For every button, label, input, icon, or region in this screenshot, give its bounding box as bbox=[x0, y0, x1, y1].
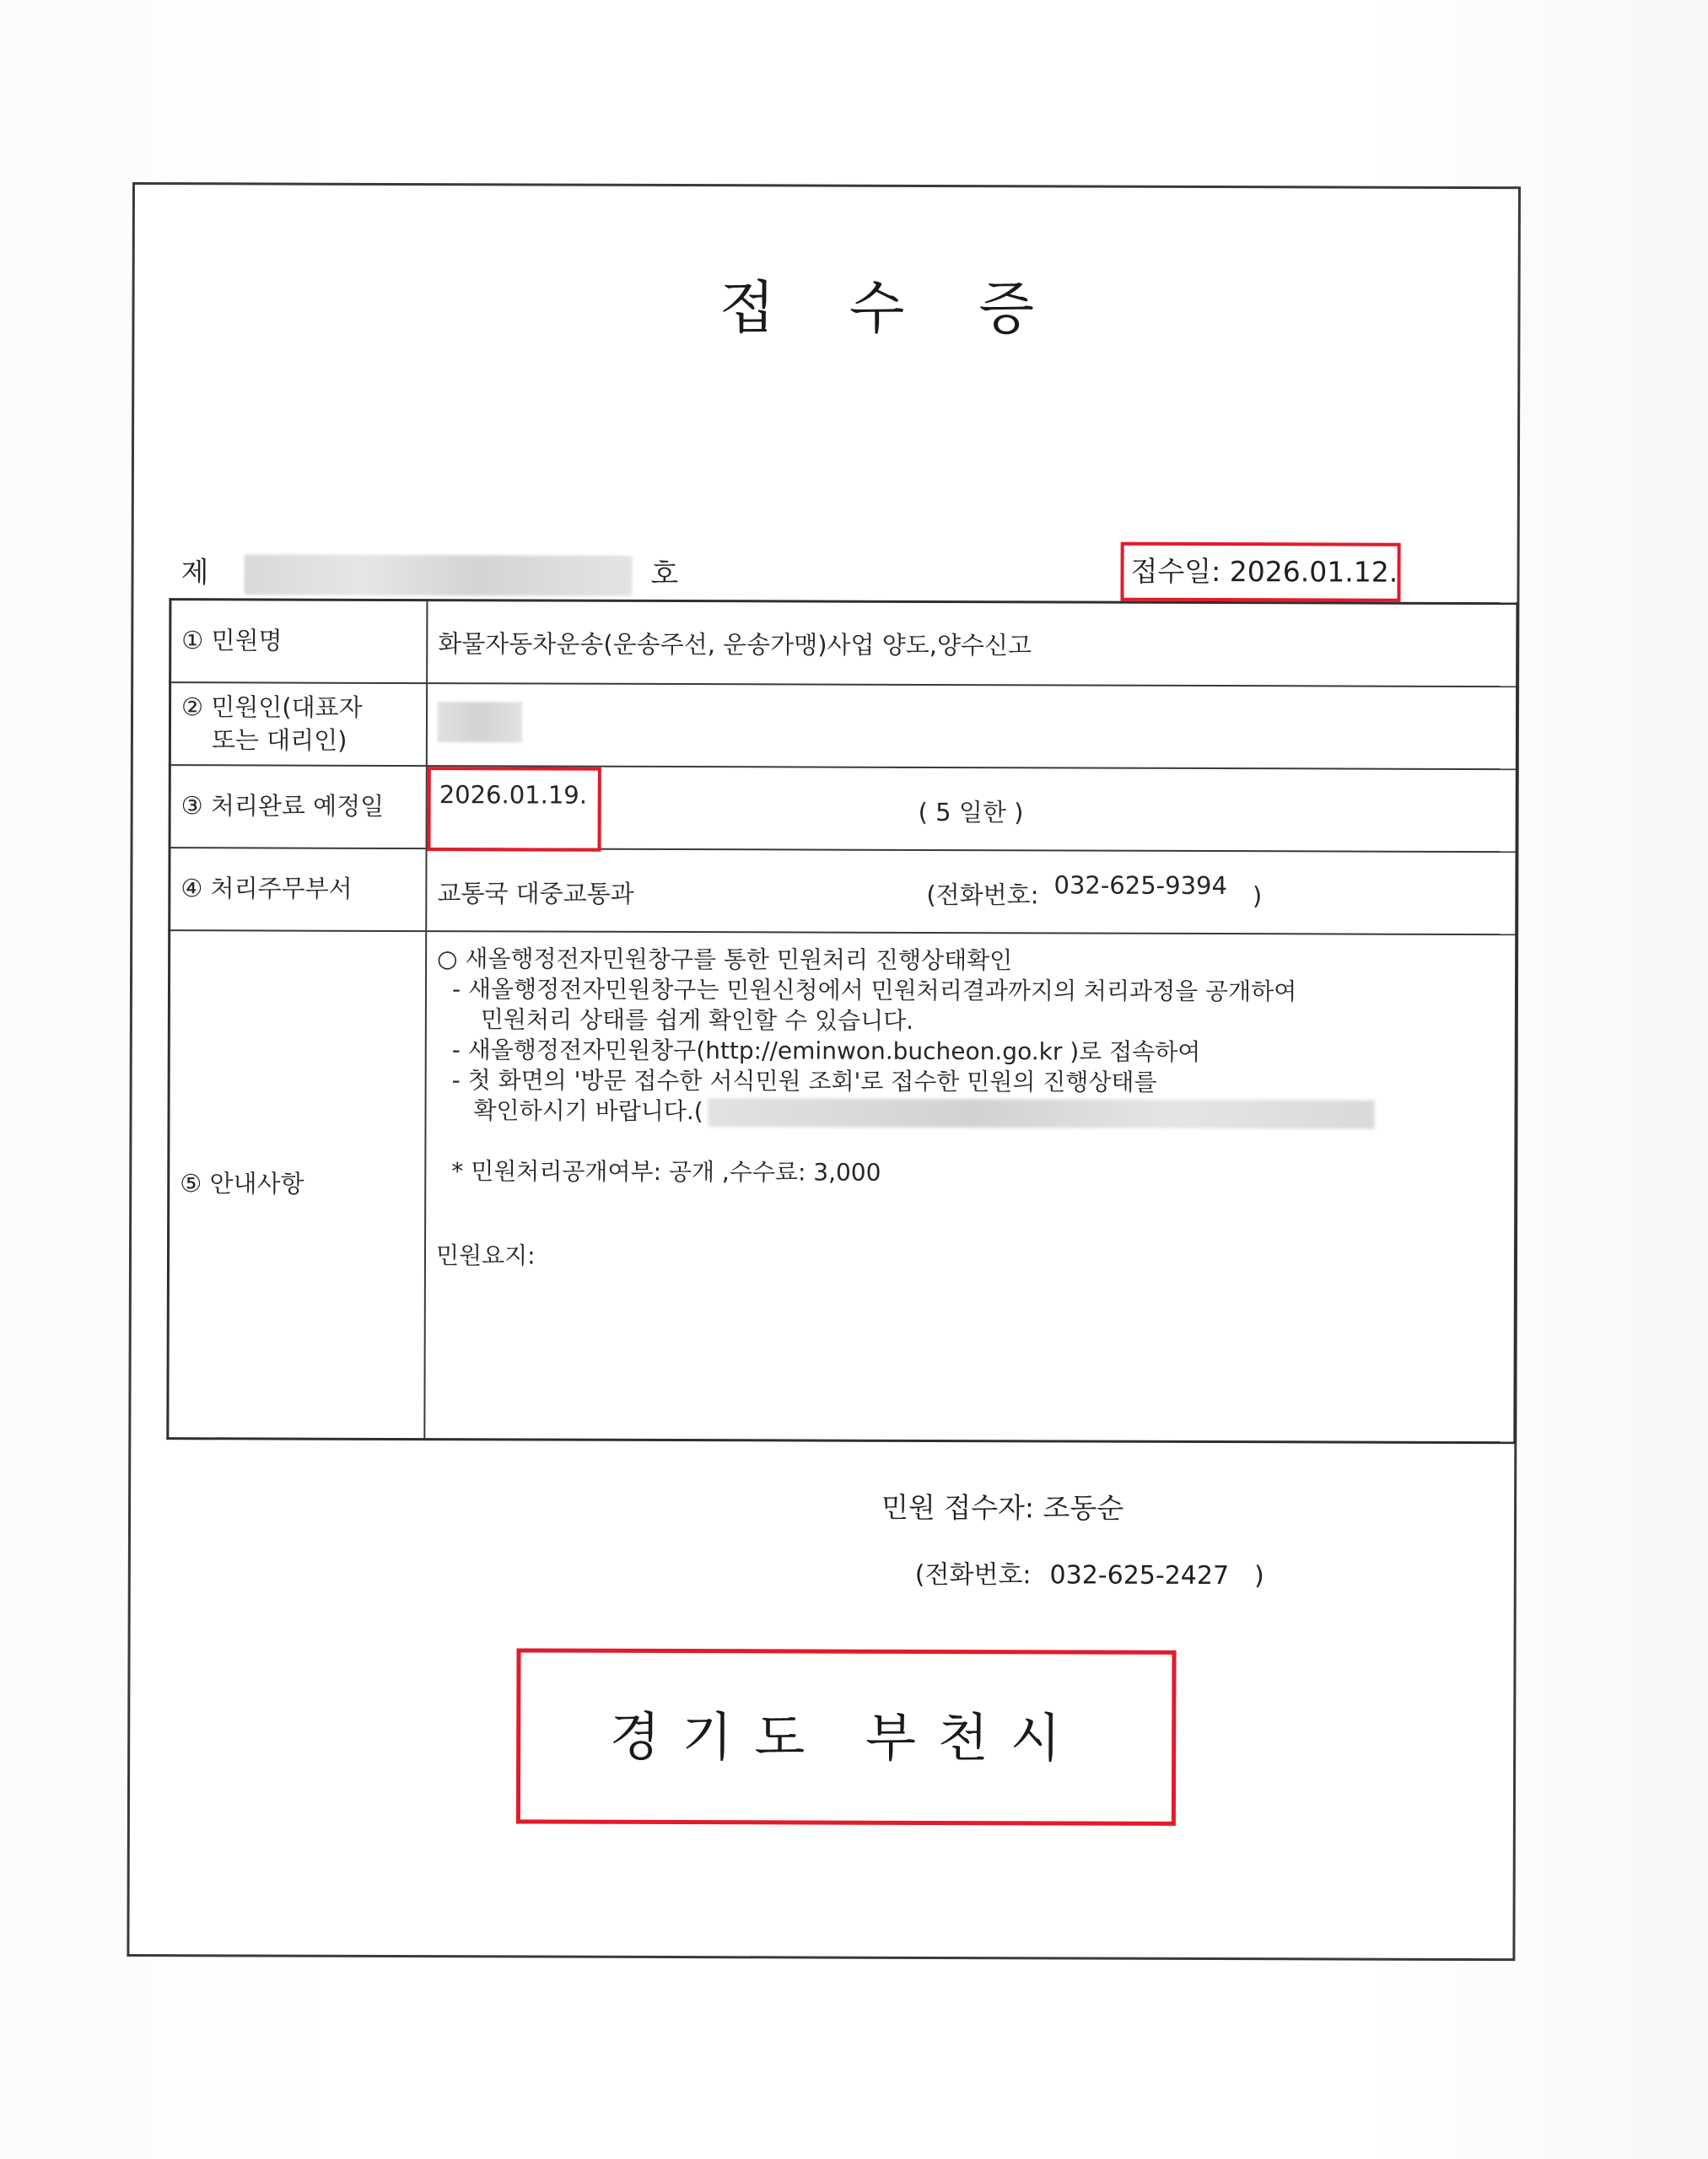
redacted-text bbox=[709, 1098, 1375, 1128]
title-char: 증 bbox=[978, 276, 1035, 343]
receipt-date-highlight bbox=[1120, 542, 1400, 602]
row-label: ④ 처리주무부서 bbox=[170, 848, 427, 931]
title-char: 접 bbox=[719, 275, 775, 342]
table-row bbox=[170, 765, 1517, 852]
notice-line bbox=[473, 1092, 1374, 1128]
department-name: 교통국 대중교통과 bbox=[437, 879, 634, 908]
receipt-number-prefix: 제 bbox=[180, 556, 209, 590]
receipt-date: 접수일: 2026.01.12. bbox=[1130, 554, 1398, 589]
row-label bbox=[170, 682, 427, 766]
disclosure-line: * 민원처리공개여부: 공개 ,수수료: 3,000 bbox=[451, 1157, 881, 1187]
notice-line-text: - 첫 화면의 '방문 접수한 서식민원 조회'로 접수한 민원의 진행상태를 bbox=[451, 1066, 1157, 1096]
receiver-phone bbox=[915, 1553, 1264, 1591]
redacted-applicant-name bbox=[438, 702, 522, 742]
applicant-label-line2: 또는 대리인) bbox=[211, 725, 348, 755]
application-table bbox=[166, 598, 1518, 1444]
row-label: ③ 처리완료 예정일 bbox=[170, 765, 427, 848]
phone-close: ) bbox=[1254, 1561, 1264, 1591]
notice-line-text: 확인하시기 바랍니다.( bbox=[473, 1096, 703, 1126]
processing-duration: ( 5 일한 ) bbox=[918, 797, 1024, 827]
table-row bbox=[168, 930, 1517, 1443]
due-date-cell bbox=[427, 766, 1517, 852]
department-phone bbox=[926, 870, 1263, 912]
phone-close: ) bbox=[1252, 881, 1263, 911]
due-date-highlight bbox=[428, 767, 601, 852]
summary-label: 민원요지: bbox=[435, 1241, 536, 1270]
receipt-number bbox=[180, 549, 678, 595]
table-row bbox=[170, 600, 1517, 687]
applicant-label-line1: ② 민원인(대표자 bbox=[180, 692, 363, 722]
phone-label: (전화번호: bbox=[926, 880, 1039, 910]
notice-line: ○ 새올행정전자민원창구를 통한 민원처리 진행상태확인 bbox=[437, 945, 1013, 975]
phone-number: 032-625-2427 bbox=[1049, 1560, 1230, 1591]
notice-line: - 새올행정전자민원창구는 민원신청에서 민원처리결과까지의 처리과정을 공개하여 bbox=[451, 975, 1297, 1006]
receipt-document bbox=[127, 182, 1521, 1961]
title-char: 수 bbox=[849, 275, 905, 342]
issuer-highlight bbox=[516, 1648, 1177, 1825]
receipt-number-suffix: 호 bbox=[650, 557, 679, 592]
notice-line: 민원처리 상태를 쉽게 확인할 수 있습니다. bbox=[480, 1005, 914, 1035]
department-cell bbox=[426, 848, 1517, 934]
table-row bbox=[170, 682, 1517, 769]
row-label: ⑤ 안내사항 bbox=[168, 930, 426, 1439]
row-label: ① 민원명 bbox=[170, 600, 428, 683]
due-date: 2026.01.19. bbox=[439, 780, 588, 810]
receiver-label: 민원 접수자: 조동순 bbox=[881, 1490, 1124, 1525]
application-name: 화물자동차운송(운송주선, 운송가맹)사업 양도,양수신고 bbox=[427, 600, 1517, 687]
notice-line: - 새올행정전자민원창구(http://eminwon.bucheon.go.kr )로 접속하여 bbox=[451, 1036, 1201, 1066]
document-title bbox=[657, 262, 1096, 346]
phone-label: (전화번호: bbox=[914, 1559, 1032, 1591]
issuer-name: 경기도 부천시 bbox=[609, 1705, 1083, 1769]
applicant-cell bbox=[427, 683, 1517, 769]
table-row bbox=[170, 848, 1517, 934]
redacted-receipt-number bbox=[244, 554, 632, 595]
notice-cell bbox=[424, 931, 1516, 1443]
receiver-info bbox=[881, 1486, 1123, 1526]
phone-number: 032-625-9394 bbox=[1053, 870, 1228, 901]
